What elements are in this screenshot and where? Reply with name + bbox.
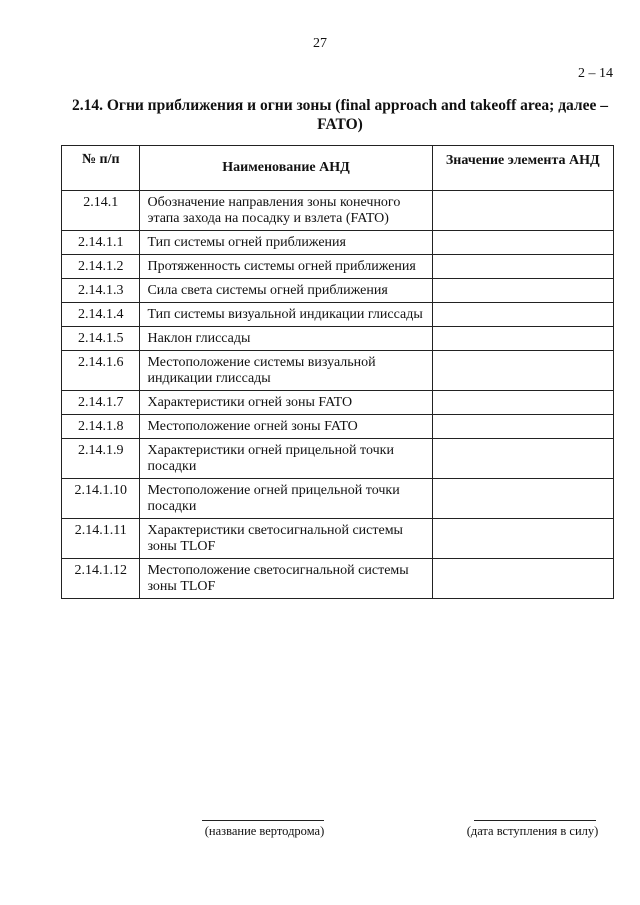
row-num: 2.14.1 <box>62 191 140 231</box>
section-heading: 2.14. Огни приближения и огни зоны (final approach and takeoff area; далее – FATO) <box>71 97 609 133</box>
row-num: 2.14.1.10 <box>62 479 140 519</box>
row-name: Сила света системы огней приближения <box>140 279 432 303</box>
row-value <box>432 279 613 303</box>
table-row <box>62 559 614 599</box>
table-row <box>62 255 614 279</box>
header-name: Наименование АНД <box>140 146 432 191</box>
row-value <box>432 415 613 439</box>
table-row <box>62 231 614 255</box>
signature-line <box>202 820 324 821</box>
row-num: 2.14.1.11 <box>62 519 140 559</box>
header-num: № п/п <box>62 146 140 191</box>
row-value <box>432 439 613 479</box>
table-row <box>62 279 614 303</box>
row-value <box>432 391 613 415</box>
row-value <box>432 327 613 351</box>
table-row <box>62 519 614 559</box>
row-value <box>432 479 613 519</box>
row-num: 2.14.1.1 <box>62 231 140 255</box>
table-row <box>62 327 614 351</box>
row-name: Местоположение огней зоны FATO <box>140 415 432 439</box>
row-num: 2.14.1.7 <box>62 391 140 415</box>
row-name: Местоположение системы визуальной индикации глиссады <box>140 351 432 391</box>
row-name: Характеристики светосигнальной системы зоны TLOF <box>140 519 432 559</box>
row-value <box>432 255 613 279</box>
row-name: Местоположение огней прицельной точки посадки <box>140 479 432 519</box>
row-num: 2.14.1.9 <box>62 439 140 479</box>
effective-date-caption: (дата вступления в силу) <box>466 824 599 838</box>
row-name: Тип системы визуальной индикации глиссады <box>140 303 432 327</box>
table-row <box>62 439 614 479</box>
row-value <box>432 519 613 559</box>
signature-line <box>474 820 596 821</box>
row-value <box>432 351 613 391</box>
row-value <box>432 231 613 255</box>
row-num: 2.14.1.4 <box>62 303 140 327</box>
table-header-row <box>62 146 614 191</box>
row-num: 2.14.1.2 <box>62 255 140 279</box>
table-row <box>62 479 614 519</box>
section-code: 2 – 14 <box>578 66 613 81</box>
row-name: Обозначение направления зоны конечного этапа захода на посадку и взлета (FATO) <box>140 191 432 231</box>
row-name: Тип системы огней приближения <box>140 231 432 255</box>
effective-date-signature <box>460 820 605 839</box>
heliport-name-caption: (название вертодрома) <box>204 824 325 838</box>
table-row <box>62 351 614 391</box>
and-table <box>61 145 614 599</box>
row-name: Местоположение светосигнальной системы зоны TLOF <box>140 559 432 599</box>
header-value: Значение элемента АНД <box>432 146 613 191</box>
row-name: Наклон глиссады <box>140 327 432 351</box>
table-row <box>62 303 614 327</box>
row-value <box>432 303 613 327</box>
row-num: 2.14.1.12 <box>62 559 140 599</box>
heliport-name-signature <box>197 820 332 839</box>
row-value <box>432 559 613 599</box>
row-name: Протяженность системы огней приближения <box>140 255 432 279</box>
row-name: Характеристики огней зоны FATO <box>140 391 432 415</box>
row-num: 2.14.1.8 <box>62 415 140 439</box>
row-num: 2.14.1.3 <box>62 279 140 303</box>
table-row <box>62 391 614 415</box>
row-num: 2.14.1.6 <box>62 351 140 391</box>
row-num: 2.14.1.5 <box>62 327 140 351</box>
row-value <box>432 191 613 231</box>
table-row <box>62 191 614 231</box>
page-number: 27 <box>313 36 327 51</box>
table-row <box>62 415 614 439</box>
row-name: Характеристики огней прицельной точки посадки <box>140 439 432 479</box>
